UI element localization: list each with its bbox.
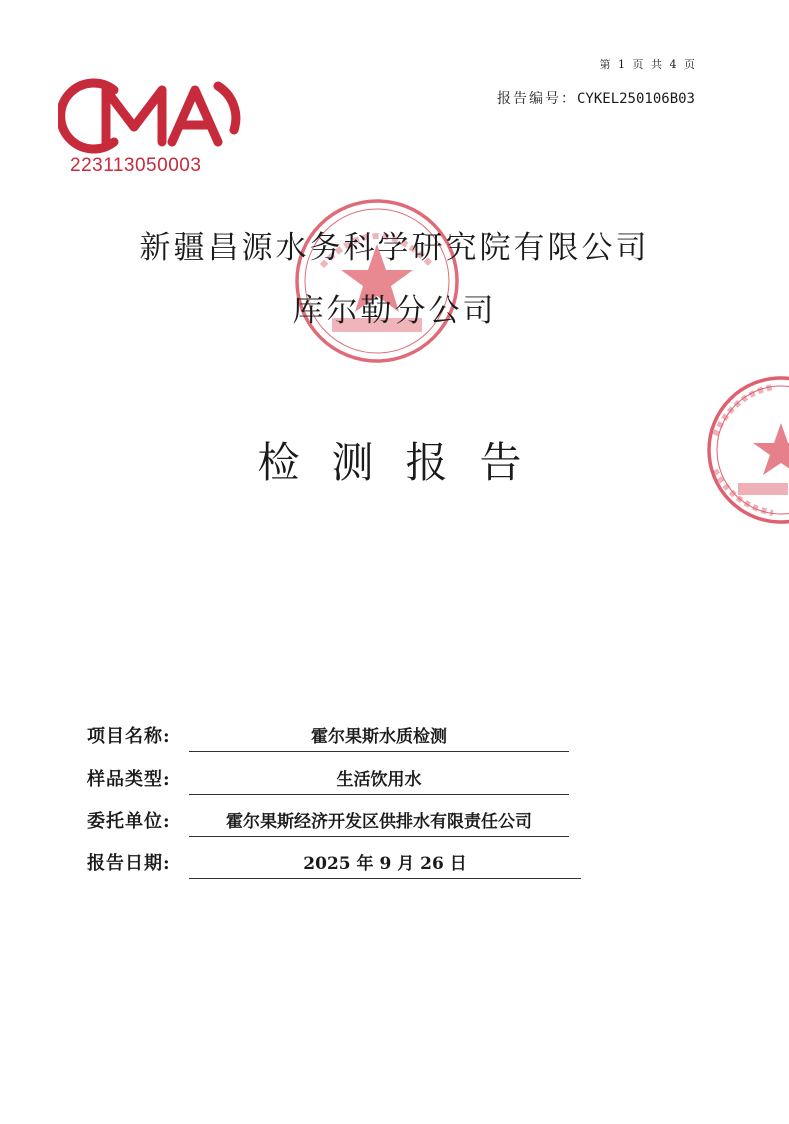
report-title: 检测报告 [257, 438, 554, 487]
page-count: 第 1 页 共 4 页 [599, 58, 697, 71]
cma-certificate-number: 223113050003 [70, 155, 202, 176]
client-label: 委托单位: [87, 811, 171, 832]
sample-type-label: 样品类型: [87, 769, 171, 790]
report-number [497, 88, 695, 108]
client-value: 霍尔果斯经济开发区供排水有限责任公司 [189, 807, 569, 837]
report-date-value: 2025 年 9 月 26 日 [189, 849, 581, 879]
report-number-label: 报告编号： [496, 91, 577, 107]
sample-type-value: 生活饮用水 [189, 765, 569, 795]
company-name-line2: 库尔勒分公司 [292, 293, 497, 329]
report-number-value: CYKEL250106B03 [576, 91, 695, 107]
report-date-label: 报告日期: [87, 853, 171, 874]
project-name-value: 霍尔果斯水质检测 [189, 722, 569, 752]
company-name-line1: 新疆昌源水务科学研究院有限公司 [139, 230, 650, 266]
project-name-label: 项目名称: [87, 726, 171, 747]
